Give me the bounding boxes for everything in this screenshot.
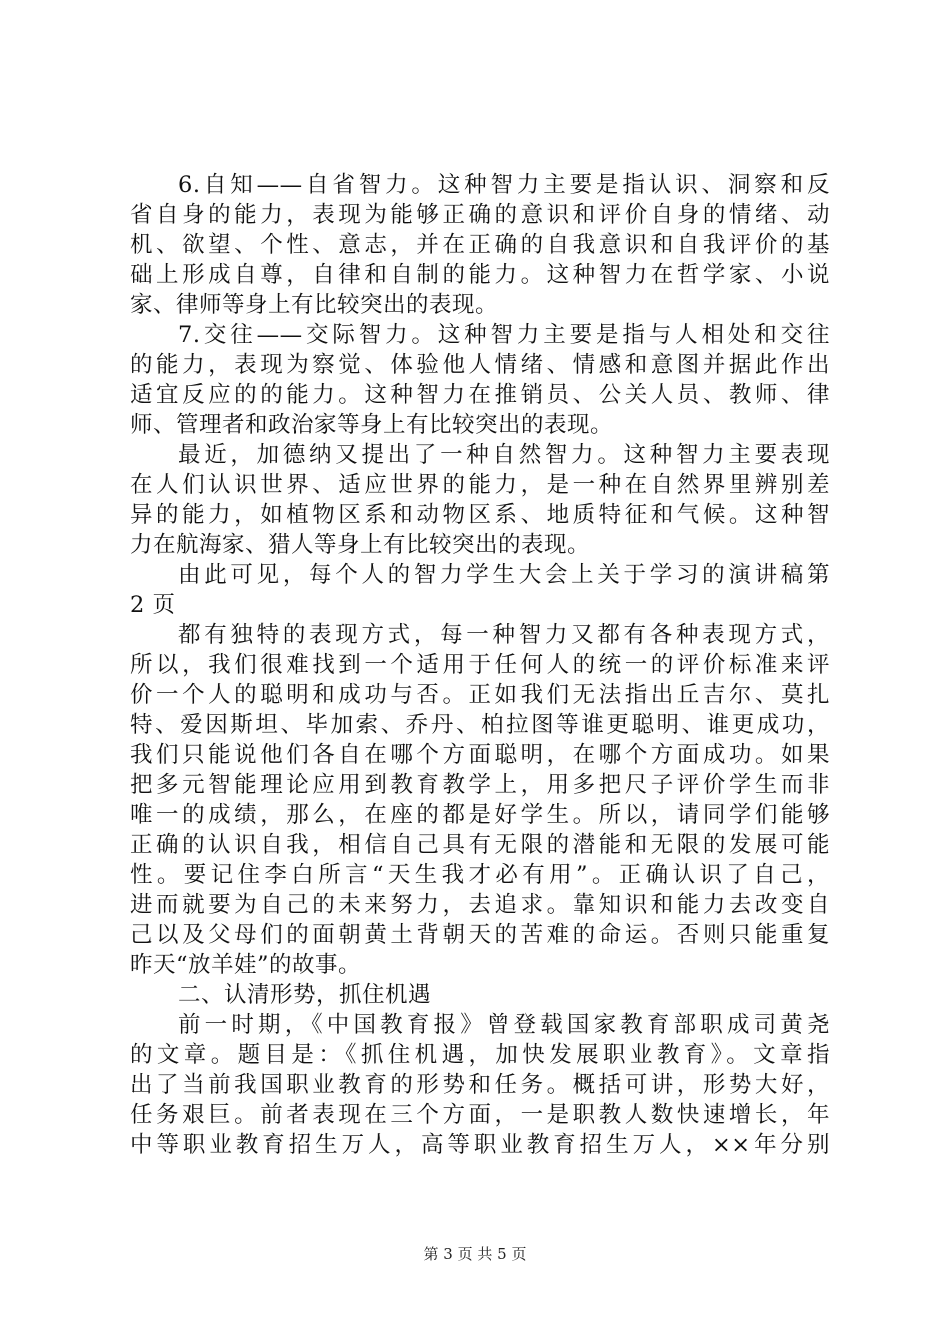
text-line: 最近，加德纳又提出了一种自然智力。这种智力主要表现 bbox=[178, 442, 830, 468]
text-line: 前一时期，《中国教育报》曾登载国家教育部职成司黄尧 bbox=[178, 1012, 830, 1038]
text-line: 所以，我们很难找到一个适用于任何人的统一的评价标准来评 bbox=[130, 652, 830, 678]
text-line: 家、律师等身上有比较突出的表现。 bbox=[130, 292, 499, 318]
text-line: 7.交往——交际智力。这种智力主要是指与人相处和交往 bbox=[178, 322, 830, 348]
text-line: 6.自知——自省智力。这种智力主要是指认识、洞察和反 bbox=[178, 172, 830, 198]
text-line: 己以及父母们的面朝黄土背朝天的苦难的命运。否则只能重复 bbox=[130, 922, 830, 948]
document-body bbox=[130, 170, 830, 1160]
text-line: 性。要记住李白所言“天生我才必有用”。正确认识了自己， bbox=[130, 862, 830, 888]
text-line: 省自身的能力，表现为能够正确的意识和评价自身的情绪、动 bbox=[130, 202, 830, 228]
text-line: 机、欲望、个性、意志，并在正确的自我意识和自我评价的基 bbox=[130, 232, 830, 258]
text-line: 进而就要为自己的未来努力，去追求。靠知识和能力去改变自 bbox=[130, 892, 830, 918]
text-line: 异的能力，如植物区系和动物区系、地质特征和气候。这种智 bbox=[130, 502, 830, 528]
text-line: 由此可见，每个人的智力学生大会上关于学习的演讲稿第 bbox=[178, 562, 830, 588]
text-line: 昨天“放羊娃”的故事。 bbox=[130, 952, 362, 978]
text-line: 2 页 bbox=[130, 592, 176, 618]
text-line: 特、爱因斯坦、毕加索、乔丹、柏拉图等谁更聪明、谁更成功， bbox=[130, 712, 830, 738]
text-line: 力在航海家、猎人等身上有比较突出的表现。 bbox=[130, 532, 591, 558]
text-line: 把多元智能理论应用到教育教学上，用多把尺子评价学生而非 bbox=[130, 772, 830, 798]
text-line: 二、认清形势，抓住机遇 bbox=[178, 982, 432, 1008]
page-footer: 第 3 页 共 5 页 bbox=[423, 1245, 527, 1263]
text-line: 的能力，表现为察觉、体验他人情绪、情感和意图并据此作出 bbox=[130, 352, 830, 378]
text-line: 适宜反应的的能力。这种智力在推销员、公关人员、教师、律 bbox=[130, 382, 830, 408]
text-line: 中等职业教育招生万人，高等职业教育招生万人，××年分别 bbox=[130, 1132, 830, 1158]
text-line: 价一个人的聪明和成功与否。正如我们无法指出丘吉尔、莫扎 bbox=[130, 682, 830, 708]
text-line: 础上形成自尊，自律和自制的能力。这种智力在哲学家、小说 bbox=[130, 262, 830, 288]
text-line: 正确的认识自我，相信自己具有无限的潜能和无限的发展可能 bbox=[130, 832, 830, 858]
text-line: 都有独特的表现方式，每一种智力又都有各种表现方式， bbox=[178, 622, 830, 648]
text-line: 师、管理者和政治家等身上有比较突出的表现。 bbox=[130, 412, 614, 438]
text-line: 的文章。题目是：《抓住机遇，加快发展职业教育》。文章指 bbox=[130, 1042, 830, 1068]
text-line: 唯一的成绩，那么，在座的都是好学生。所以，请同学们能够 bbox=[130, 802, 830, 828]
text-line: 任务艰巨。前者表现在三个方面，一是职教人数快速增长，年 bbox=[130, 1102, 830, 1128]
text-line: 在人们认识世界、适应世界的能力，是一种在自然界里辨别差 bbox=[130, 472, 830, 498]
text-line: 出了当前我国职业教育的形势和任务。概括可讲，形势大好， bbox=[130, 1072, 830, 1098]
text-line: 我们只能说他们各自在哪个方面聪明，在哪个方面成功。如果 bbox=[130, 742, 830, 768]
